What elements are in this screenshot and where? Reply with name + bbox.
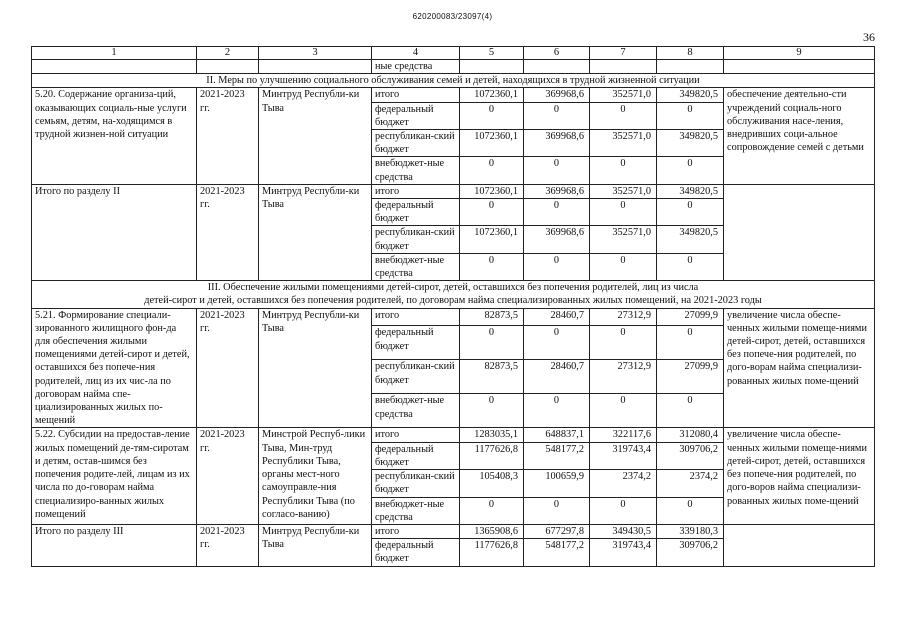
measure-cell: 5.22. Субсидии на предостав-ление жилых помещений де-тям-сиротам и детям, остав-шимся без попечения родите-лей, лицам из их числа по до-говорам найма специализиро-ванных жилых помещений xyxy=(32,428,197,524)
amount-cell: 28460,7 xyxy=(524,360,590,394)
continuation-row xyxy=(32,60,875,74)
source-label: итого xyxy=(372,524,460,538)
column-number: 8 xyxy=(657,47,724,60)
source-label: итого xyxy=(372,88,460,102)
result-cell xyxy=(724,524,875,566)
source-label: итого xyxy=(372,184,460,198)
amount-cell: 349820,5 xyxy=(657,184,724,198)
amount-cell: 0 xyxy=(524,199,590,226)
amount-cell: 1072360,1 xyxy=(460,130,524,157)
source-label: итого xyxy=(372,308,460,326)
column-number: 9 xyxy=(724,47,875,60)
funding-row xyxy=(32,184,875,198)
amount-cell: 0 xyxy=(590,102,657,129)
funding-row xyxy=(32,428,875,442)
source-label: республикан-ский бюджет xyxy=(372,130,460,157)
amount-cell: 548177,2 xyxy=(524,442,590,469)
amount-cell: 369968,6 xyxy=(524,130,590,157)
source-label: федеральный бюджет xyxy=(372,326,460,360)
amount-cell: 677297,8 xyxy=(524,524,590,538)
amount-cell: 1072360,1 xyxy=(460,184,524,198)
amount-cell: 0 xyxy=(460,157,524,184)
source-label: республикан-ский бюджет xyxy=(372,360,460,394)
amount-cell: 369968,6 xyxy=(524,88,590,102)
amount-cell: 0 xyxy=(590,253,657,280)
amount-cell: 28460,7 xyxy=(524,308,590,326)
amount-cell: 27312,9 xyxy=(590,360,657,394)
section-title-line: III. Обеспечение жилыми помещениями детей-сирот, детей, оставшихся без попечения родителей, лиц из числа xyxy=(207,282,699,294)
amount-cell: 312080,4 xyxy=(657,428,724,442)
amount-cell: 0 xyxy=(524,394,590,428)
source-label: республикан-ский бюджет xyxy=(372,470,460,497)
amount-cell: 0 xyxy=(590,326,657,360)
amount-cell: 309706,2 xyxy=(657,539,724,566)
period-cell: 2021-2023 гг. xyxy=(197,88,259,184)
amount-cell: 0 xyxy=(524,253,590,280)
amount-cell: 648837,1 xyxy=(524,428,590,442)
amount-cell: 349820,5 xyxy=(657,226,724,253)
amount-cell: 349820,5 xyxy=(657,130,724,157)
document-id: 620200083/23097(4) xyxy=(412,12,493,21)
source-label: республикан-ский бюджет xyxy=(372,226,460,253)
amount-cell: 322117,6 xyxy=(590,428,657,442)
funding-row xyxy=(32,308,875,326)
executor-cell: Минтруд Республи-ки Тыва xyxy=(259,88,372,184)
source-label: ные средства xyxy=(372,60,460,74)
measure-cell: 5.21. Формирование специали-зированного жилищного фон-да для обеспечения жилыми помещениями детей-сирот и детей, оставшихся без попече-ния родителей, лиц из их чис-ла по договорам найма спе-циализированных жилых по-мещений xyxy=(32,308,197,428)
column-number: 2 xyxy=(197,47,259,60)
amount-cell: 0 xyxy=(524,157,590,184)
section-title-row xyxy=(32,281,875,308)
amount-cell: 319743,4 xyxy=(590,442,657,469)
amount-cell: 82873,5 xyxy=(460,360,524,394)
amount-cell: 1177626,8 xyxy=(460,442,524,469)
amount-cell: 2374,2 xyxy=(590,470,657,497)
amount-cell: 0 xyxy=(590,157,657,184)
amount-cell: 27312,9 xyxy=(590,308,657,326)
amount-cell: 100659,9 xyxy=(524,470,590,497)
amount-cell: 0 xyxy=(460,102,524,129)
amount-cell: 0 xyxy=(657,394,724,428)
amount-cell: 2374,2 xyxy=(657,470,724,497)
column-number: 3 xyxy=(259,47,372,60)
period-cell: 2021-2023 гг. xyxy=(197,308,259,428)
amount-cell: 0 xyxy=(524,102,590,129)
amount-cell: 309706,2 xyxy=(657,442,724,469)
amount-cell: 369968,6 xyxy=(524,184,590,198)
column-number: 6 xyxy=(524,47,590,60)
amount-cell: 0 xyxy=(657,102,724,129)
source-label: федеральный бюджет xyxy=(372,539,460,566)
amount-cell: 0 xyxy=(460,326,524,360)
executor-cell: Минтруд Республи-ки Тыва xyxy=(259,184,372,280)
executor-cell: Минтруд Республи-ки Тыва xyxy=(259,308,372,428)
result-cell xyxy=(724,184,875,280)
amount-cell: 548177,2 xyxy=(524,539,590,566)
amount-cell: 0 xyxy=(657,497,724,524)
column-number-row xyxy=(32,47,875,60)
source-label: внебюджет-ные средства xyxy=(372,497,460,524)
amount-cell: 0 xyxy=(460,394,524,428)
amount-cell: 0 xyxy=(590,394,657,428)
measure-cell: 5.20. Содержание организа-ций, оказывающих социаль-ные услуги семьям, детям, на-ходящимся в трудной жизнен-ной ситуации xyxy=(32,88,197,184)
amount-cell: 27099,9 xyxy=(657,308,724,326)
result-cell: увеличение числа обеспе-ченных жилыми помеще-ниями детей-сирот, детей, оставшихся без попече-ния родителей, по дого-воров найма специализи-рованных жилых поме-щений xyxy=(724,428,875,524)
measure-cell: Итого по разделу II xyxy=(32,184,197,280)
period-cell: 2021-2023 гг. xyxy=(197,184,259,280)
column-number: 1 xyxy=(32,47,197,60)
amount-cell: 1072360,1 xyxy=(460,226,524,253)
source-label: внебюджет-ные средства xyxy=(372,253,460,280)
amount-cell: 1283035,1 xyxy=(460,428,524,442)
funding-row xyxy=(32,88,875,102)
section-title xyxy=(32,281,875,308)
column-number: 7 xyxy=(590,47,657,60)
source-label: итого xyxy=(372,428,460,442)
amount-cell: 349430,5 xyxy=(590,524,657,538)
amount-cell: 0 xyxy=(590,497,657,524)
executor-cell: Минстрой Респуб-лики Тыва, Мин-труд Республики Тыва, органы мест-ного самоуправле-ния Республики Тыва (по согласо-ванию) xyxy=(259,428,372,524)
executor-cell: Минтруд Республи-ки Тыва xyxy=(259,524,372,566)
measure-cell: Итого по разделу III xyxy=(32,524,197,566)
amount-cell: 1177626,8 xyxy=(460,539,524,566)
amount-cell: 319743,4 xyxy=(590,539,657,566)
amount-cell: 0 xyxy=(657,326,724,360)
amount-cell: 352571,0 xyxy=(590,184,657,198)
amount-cell: 0 xyxy=(590,199,657,226)
amount-cell: 349820,5 xyxy=(657,88,724,102)
amount-cell: 0 xyxy=(460,253,524,280)
section-title-row xyxy=(32,74,875,88)
amount-cell: 352571,0 xyxy=(590,226,657,253)
amount-cell: 0 xyxy=(460,497,524,524)
amount-cell: 1072360,1 xyxy=(460,88,524,102)
funding-row xyxy=(32,524,875,538)
result-cell: увеличение числа обеспе-ченных жилыми помеще-ниями детей-сирот, детей, оставшихся без попече-ния родителей, по дого-ворам найма специализи-рованных жилых поме-щений xyxy=(724,308,875,428)
program-table xyxy=(31,46,875,567)
column-number: 4 xyxy=(372,47,460,60)
source-label: внебюджет-ные средства xyxy=(372,157,460,184)
amount-cell: 0 xyxy=(657,253,724,280)
amount-cell: 0 xyxy=(524,497,590,524)
source-label: федеральный бюджет xyxy=(372,199,460,226)
amount-cell: 27099,9 xyxy=(657,360,724,394)
amount-cell: 0 xyxy=(657,199,724,226)
result-cell: обеспечение деятельно-сти учреждений социаль-ного обслуживания насе-ления, внедривших соци-альное сопровождение семей с детьми xyxy=(724,88,875,184)
period-cell: 2021-2023 гг. xyxy=(197,428,259,524)
amount-cell: 0 xyxy=(524,326,590,360)
section-title-line: детей-сирот и детей, оставшихся без попечения родителей, по договорам найма специализированных жилых помещений, на 2021-2023 годы xyxy=(144,295,762,307)
source-label: внебюджет-ные средства xyxy=(372,394,460,428)
amount-cell: 105408,3 xyxy=(460,470,524,497)
amount-cell: 339180,3 xyxy=(657,524,724,538)
amount-cell: 82873,5 xyxy=(460,308,524,326)
period-cell: 2021-2023 гг. xyxy=(197,524,259,566)
column-number: 5 xyxy=(460,47,524,60)
amount-cell: 0 xyxy=(657,157,724,184)
amount-cell: 0 xyxy=(460,199,524,226)
page-number: 36 xyxy=(863,30,875,44)
amount-cell: 352571,0 xyxy=(590,130,657,157)
source-label: федеральный бюджет xyxy=(372,102,460,129)
source-label: федеральный бюджет xyxy=(372,442,460,469)
amount-cell: 1365908,6 xyxy=(460,524,524,538)
section-title: II. Меры по улучшению социального обслуживания семей и детей, находящихся в трудной жизненной ситуации xyxy=(32,74,875,88)
amount-cell: 352571,0 xyxy=(590,88,657,102)
amount-cell: 369968,6 xyxy=(524,226,590,253)
